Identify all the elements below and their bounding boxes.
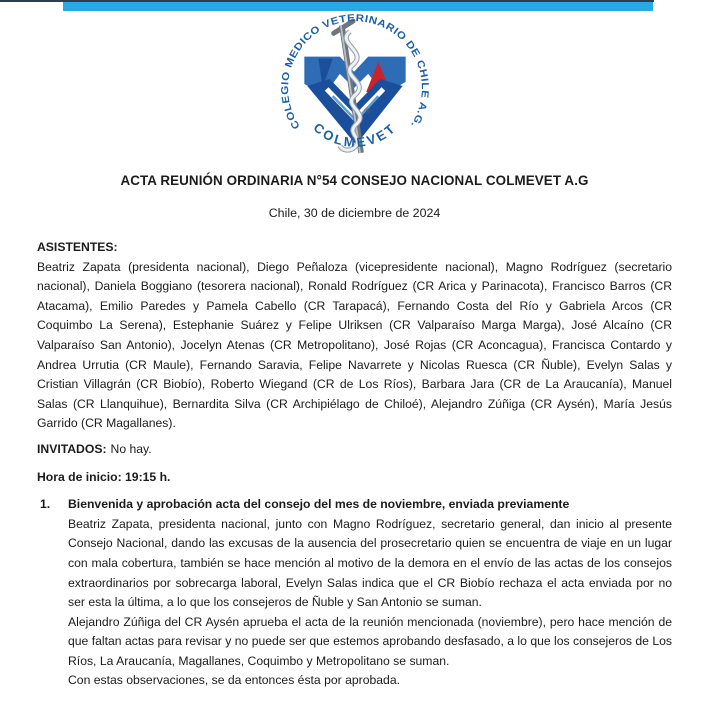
agenda-item-number: 1. (40, 497, 51, 512)
agenda-item-1 (37, 495, 672, 691)
invitados-label: INVITADOS: (37, 441, 107, 456)
colmevet-logo (279, 11, 431, 163)
colmevet-logo-graphic (279, 11, 431, 163)
asistentes-label: ASISTENTES: (37, 240, 118, 254)
document-title: ACTA REUNIÓN ORDINARIA N°54 CONSEJO NACIONAL COLMEVET A.G (120, 173, 589, 188)
logo-arc-text: COLEGIO MEDICO VETERINARIO DE CHILE A.G. (280, 13, 430, 131)
hora-inicio-line: Hora de inicio: 19:15 h. (37, 469, 171, 484)
agenda-paragraph-3: Con estas observaciones, se da entonces ésta por aprobada. (68, 673, 400, 688)
asistentes-text: Beatriz Zapata (presidenta nacional), Diego Peñaloza (vicepresidente nacional), Magno Rodríguez (secretario nacional), Daniela Boggiano (tesorera nacional), Ronald Rodríguez (CR Arica y Parinacota), Francisco Barros (CR Atacama), Emilio Paredes y Pamela Cabello (CR Tarapacá), Fernando Costa del Río y Gabriela Arcos (CR Coquimbo La Serena), Estephanie Suárez y Felipe Ulriksen (CR Valparaíso Marga Marga), José Alcaíno (CR Valparaíso San Antonio), Jocelyn Atenas (CR Metropolitano), José Rojas (CR Aconcagua), Francisca Contardo y Andrea Urrutia (CR Maule), Fernando Saravia, Felipe Navarrete y Nicolas Ruesca (CR Ñuble), Evelyn Salas y Cristian Villagrán (CR Biobío), Roberto Wiegand (CR de Los Ríos), Barbara Jara (CR de La Araucanía), Manuel Salas (CR Llanquihue), Bernardita Silva (CR Archipiélago de Chiloé), Alejandro Zúñiga (CR Aysén), María Jesús Garrido (CR Magallanes). (37, 259, 672, 431)
document-date: Chile, 30 de diciembre de 2024 (268, 206, 441, 220)
logo-wordmark: COLMEVET (310, 119, 400, 151)
header-accent-bar (63, 2, 653, 11)
document-body (37, 238, 672, 691)
agenda-paragraph-1: Beatriz Zapata, presidenta nacional, junto con Magno Rodríguez, secretario general, dan inicio al presente Consejo Nacional, dando las excusas de la ausencia del prosecretario quien se encuentra de viaje en un lugar con mala cobertura, también se hace mención al motivo de la demora en el envío de las actas de los consejos extraordinarios por sobrecarga laboral, Evelyn Salas indica que el CR Biobío rechaza el acta enviada por no ser esta la última, a lo que los consejeros de Ñuble y San Antonio se suman. (68, 516, 672, 610)
agenda-paragraph-2: Alejandro Zúñiga del CR Aysén aprueba el acta de la reunión mencionada (noviembre), pero hace mención de que faltan actas para revisar y no puede ser que estemos aprobando desfasado, a lo que los consejeros de Los Ríos, La Araucanía, Magallanes, Coquimbo y Metropolitano se suman. (68, 614, 672, 668)
invitados-value: No hay. (110, 441, 152, 456)
invitados-line (37, 440, 672, 460)
agenda-item-title: Bienvenida y aprobación acta del consejo del mes de noviembre, enviada previamente (68, 497, 570, 512)
registered-trademark-icon: ® (364, 105, 371, 116)
